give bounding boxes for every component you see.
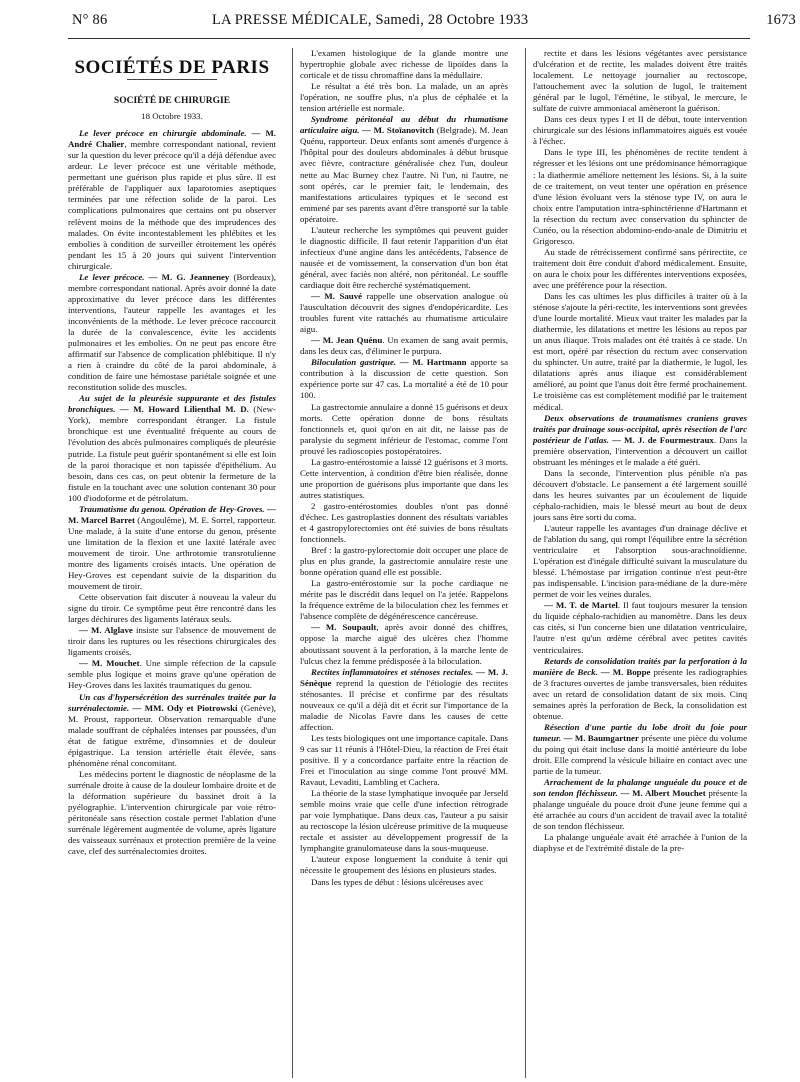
- communication-title: Biloculation gastrique. —: [311, 357, 413, 368]
- paragraph-text: L'examen histologique de la glande montre une hypertrophie globale avec richesse de lipoïdes dans la corticale et de tissu chromaffine dans la médullaire.: [300, 48, 508, 81]
- paragraph: [533, 523, 747, 600]
- paragraph-text: La phalange unguéale avait été arrachée à l'union de la diaphyse et de l'extrémité distale de la pre-: [533, 832, 747, 854]
- communication-title: Un cas d'hypersécrétion des surrénales traitée par la surrénalectomie. —: [68, 691, 276, 713]
- author-name: — M. Alglave: [79, 625, 133, 636]
- paragraph-text: rappelle une observation analogue où l'auscultation découvrit des signes d'endopéricardite. Les troubles furent vite rattachés au rhumatisme articulaire aigu.: [300, 291, 508, 335]
- author-name: M. Baumgartner: [574, 732, 639, 743]
- paragraph: [300, 291, 508, 335]
- paragraph-text: présente une pièce du volume du poing qui était incluse dans la moitié antérieure du lobe droit. Elle comprend la vésicule biliaire en contact avec une partie de la tumeur.: [533, 732, 747, 777]
- paragraph-text: La gastro-entérostomie a laissé 12 guérisons et 3 morts. Cette intervention, à condition d'être bien réalisée, donne une proportion de guérisons plus importante que dans les autres statistiques.: [300, 456, 508, 500]
- paragraph: [533, 147, 747, 246]
- author-name: M. Stoïanovitch: [373, 125, 435, 136]
- paragraph: [533, 291, 747, 413]
- author-name: MM. Ody et Piotrowski: [144, 702, 238, 713]
- session-date: 18 Octobre 1933.: [141, 111, 203, 122]
- author-name: M. André Chalier: [68, 128, 276, 150]
- paragraph-text: L'auteur expose longuement la conduite à tenir qui nécessite le groupement des lésions en plusieurs stades.: [300, 854, 508, 876]
- paragraph: [300, 457, 508, 501]
- paragraph-text: L'auteur recherche les symptômes qui peuvent guider le diagnostic difficile. Il faut retenir l'apparition d'un état infectieux d'une angine dans les antécédents, l'absence de nausée et de vomissement, la conservation d'un bon état général, avec faciès non altéré, non péritonéal. Le souffle cardiaque doit être recherché systématiquement.: [300, 224, 508, 290]
- journal-title: LA PRESSE MÉDICALE, Samedi, 28 Octobre 1933: [212, 12, 529, 28]
- author-name: M. J. Sénèque: [300, 666, 508, 688]
- paragraph: [300, 225, 508, 291]
- paragraph: [300, 402, 508, 457]
- running-header: [48, 12, 796, 34]
- communication-title: Retards de consolidation traités par la perforation à la manière de Beck. —: [533, 655, 747, 677]
- paragraph-text: (Angoulême), M. E. Sorrel, rapporteur. Une malade, à la suite d'une entorse du genou, présente une limitation de la flexion et une laxité latérale avec mouvement de tiroir. Une arthrotomie transrotulienne montre des ligaments croisés intacts. Une opération de Hey-Groves est cependant suivie de la disparition du mouvement de tiroir.: [68, 514, 276, 592]
- author-name: — M. Sauvé: [311, 291, 363, 302]
- paragraph-text: , après avoir donné des chiffres, oppose la marche aiguë des ulcères chez l'homme aboutissant souvent à la perforation, à la marche lente de l'ulcus chez la femme prédisposée à la biloculation.: [300, 622, 508, 666]
- paragraph-text: . Il faut toujours mesurer la tension du liquide céphalo-rachidien au manomètre. Dans les deux cas cités, si l'un concerne bien une dilatation ventriculaire, l'autre n'est qu'un œdème cérébral avec petites cavités ventriculaires.: [533, 600, 747, 655]
- column-1: [68, 56, 276, 857]
- paragraph: [533, 777, 747, 832]
- column-1-body: [68, 128, 276, 857]
- paragraph-text: . Dans la première observation, l'intervention a découvert un caillot obstruant les méninges et le malade a été guéri.: [533, 434, 747, 467]
- paragraph: [300, 48, 508, 81]
- paragraph-text: Dans le type III, les phénomènes de rectite tendent à régresser et les lésions ont une prédominance hémorragique : la diathermie améliore nettement les lésions. Si, à la suite de ce traitement, on veut tenter une opération en présence d'une lésion évoluant vers la sténose type IV, on aura le choix entre l'amputation intra-sphinctérienne d'Hartmann et la résection du rectum avec conservation du sphincter de Cunéo, ou la résection abdomino-endo-anale de Dimitriu et Grigoresco.: [533, 147, 747, 246]
- paragraph: [68, 658, 276, 691]
- paragraph-text: La gastro-entérostomie sur la poche cardiaque ne mérite pas le discrédit dans lequel on l'a jetée. Rappelons la fréquence extrême de la biloculation chez les femmes et l'absence complète de dégénérescence cancéreuse.: [300, 578, 508, 622]
- author-name: M. Albert Mouchet: [632, 788, 706, 799]
- communication-title: Au sujet de la pleurésie suppurante et des fistules bronchiques. —: [68, 393, 276, 415]
- column-2-body: [300, 48, 508, 888]
- paragraph-text: présente la phalange unguéale du pouce droit d'une jeune femme qui a été arrachée au cours d'un accident de travail avec la totalité de son tendon fléchisseur.: [533, 788, 747, 832]
- paragraph: [300, 114, 508, 224]
- paragraph-text: rectite et dans les lésions végétantes avec persistance d'ulcération et de rectite, les malades doivent être traités localement. Le nettoyage journalier au rectoscope, l'attouchement avec la solution de lugol, le traitement général par le lugol, l'émétine, le stibyal, le mercure, le sulfate de cuivre ammoniacal amèneront la guérison.: [533, 48, 747, 114]
- paragraph-text: (Belgrade). M. Jean Quénu, rapporteur. Deux enfants sont amenés d'urgence à l'hôpital pour des douleurs abdominales à début brusque avec fièvre, contracture généralisée chez l'un, douleur nette au Mac Burney chez l'autre. Ni l'un, ni l'autre, ne sont opérés, car le premier fait, le lendemain, des manifestations articulaires typiques et le second est emmené par ses parents avant d'être transporté sur la table opératoire.: [300, 125, 508, 224]
- paragraph: [533, 656, 747, 722]
- paragraph: [300, 667, 508, 733]
- author-name: — M. Soupault: [311, 622, 377, 633]
- paragraph-text: Les tests biologiques ont une importance capitale. Dans 9 cas sur 11 réunis à l'Hôtel-Dieu, la réaction de Frei était positive. Il y a concordance parfaite entre la réaction de Frei et l'inoculation au singe comme l'ont prouvé MM. Ravaut, Levaditi, Lambling et Cachera.: [300, 732, 508, 788]
- column-3: [533, 48, 747, 854]
- author-name: — M. Mouchet: [79, 658, 140, 669]
- communication-title: Rectites inflammatoires et sténoses rectales. —: [311, 666, 488, 677]
- paragraph-text: Cette observation fait discuter à nouveau la valeur du signe du tiroir. Ce symptôme peut être rencontré dans les larges déchirures des ligaments latéraux seuls.: [68, 592, 276, 625]
- paragraph-text: Dans les types de début : lésions ulcéreuses avec: [311, 876, 484, 887]
- paragraph-text: Dans ces deux types I et II de début, toute intervention chirurgicale sur des lésions inflammatoires aiguës est vouée à l'échec.: [533, 114, 747, 147]
- paragraph: [533, 832, 747, 854]
- author-name: M. Boppe: [612, 666, 651, 677]
- paragraph-text: La théorie de la stase lymphatique invoquée par Jerseld semble moins vraie que celle d'une infection rétrograde par voie lymphatique. Dans deux cas, l'auteur a pu saisir au rectoscope la lésion ulcéreuse primitive de la muqueuse rectale et assister au développement progressif de la lymphangite granulomateuse dans la sous-muqueuse.: [300, 788, 508, 854]
- author-name: — M. Jean Quénu: [311, 335, 383, 346]
- paragraph-text: Dans la seconde, l'intervention plus pénible n'a pas découvert d'obstacle. Le pansement a été largement souillé dans les heures suivantes par un écoulement de liquide céphalo-rachidien, mais le blessé meurt au bout de deux jours sans être sorti du coma.: [533, 467, 747, 522]
- paragraph-text: 2 gastro-entérostomies doubles n'ont pas donné d'échec. Les gastroplasties donnent des résultats variables et 4 gastropylorectomies ont été suivies de bons résultats fonctionnels.: [300, 500, 508, 545]
- paragraph: [68, 592, 276, 625]
- paragraph-text: (Genève), M. Proust, rapporteur. Observation remarquable d'une malade souffrant de céphalées intenses par poussées, d'un état de fatigue extrême, d'insomnies et de douleur épigastrique. La tension artérielle était élevée, sans phénomène rénal concomitant.: [68, 702, 276, 768]
- communication-title: Arrachement de la phalange unguéale du pouce et de son tendon fléchisseur. —: [533, 777, 747, 799]
- paragraph-text: insiste sur l'absence de mouvement de tiroir dans les ruptures ou les résections chirurgicales des ligaments croisés.: [68, 625, 276, 658]
- paragraph: [533, 413, 747, 468]
- paragraph: [533, 722, 747, 777]
- society-title: SOCIÉTÉ DE CHIRURGIE: [113, 96, 231, 107]
- paragraph-text: (Bordeaux), membre correspondant national. Après avoir donné la date approximative du lever précoce dans les différentes interventions, l'auteur rappelle les avantages et les inconvénients de la méthode. Le lever précoce raccourcit la durée de la convalescence, évite les accidents pulmonaires et les embolies. On ne peut pas encore être affirmatif sur l'absence de complication phlébitique. Il n'y a rien à craindre du côté de la paroi abdominale, à condition de faire une hémostase pariétale soignée et une reconstitution solide des muscles.: [68, 271, 276, 393]
- paragraph: [68, 272, 276, 394]
- paragraph: [300, 622, 508, 666]
- paragraph-text: Au stade de rétrécissement confirmé sans périrectite, ce traitement doit être conduit d'abord médicalement. Ensuite, on aura le choix pour les différentes interventions exposées, avec une préférence pour la résection.: [533, 246, 747, 290]
- paragraph: [300, 578, 508, 622]
- paragraph: [300, 545, 508, 578]
- paragraph-text: L'auteur rappelle les avantages d'un drainage déclive et de l'ablation du sang, qui rompt l'équilibre entre la sécrétion ventriculaire et l'absorption sous-arachnoïdienne. L'opération est d'inégale difficulté suivant la musculature du blessé. L'hémostase par irrigation continue n'est peut-être pas indispensable. L'incision para-médiane de la dure-mère permet de voir les veines durales.: [533, 523, 747, 600]
- paragraph-text: Les médecins portent le diagnostic de néoplasme de la surrénale droite à cause de la douleur lombaire droite et de la déformation supérieure du bassinet droit à la pyélographie. L'intervention chirurgicale par voie rétro-péritonéale sans résection costale permet l'ablation d'une surrénale légèrement augmentée de volume, après ligature des vaisseaux surrénaux et protection première de la veine cave, clef des surrénalectomies droites.: [68, 768, 276, 857]
- issue-number: N° 86: [72, 12, 108, 28]
- column-2: [300, 48, 508, 888]
- paragraph: [533, 48, 747, 114]
- paragraph-text: Le résultat a été très bon. La malade, un an après l'opération, ne souffre plus, n'a plus de céphalée et la tension artérielle est normale.: [300, 81, 508, 114]
- paragraph-text: Bref : la gastro-pylorectomie doit occuper une place de plus en plus grande, la gastrectomie annulaire reste une bonne opération quand elle est possible.: [300, 545, 508, 578]
- communication-title: Traumatisme du genou. Opération de Hey-Groves. —: [79, 503, 276, 514]
- paragraph: [300, 877, 508, 888]
- paragraph: [300, 81, 508, 114]
- author-name: M. J. de Fourmestraux: [624, 434, 714, 445]
- paragraph-text: reprend la question de l'étiologie des rectites sténosantes. Il précise et confirme par des résultats nouveaux ce qu'il a déjà dit et écrit sur l'importance de la maladie de Nicolas Favre dans les causes de cette affection.: [300, 677, 508, 732]
- paragraph: [300, 501, 508, 545]
- section-title: SOCIÉTÉS DE PARIS: [74, 57, 270, 78]
- paragraph: [533, 114, 747, 147]
- communication-title: Le lever précoce. —: [79, 271, 162, 282]
- paragraph: [68, 128, 276, 272]
- page-number: 1673: [766, 12, 796, 28]
- communication-title: Résection d'une partie du lobe droit du foie pour tumeur. —: [533, 721, 747, 743]
- header-rule: [68, 38, 750, 39]
- paragraph: [68, 625, 276, 658]
- paragraph: [300, 357, 508, 401]
- paragraph-text: . Une simple réfection de la capsule semble plus logique et moins grave qu'une opération de Hey-Groves dans les laxités traumatiques du genou.: [68, 658, 276, 691]
- paragraph-text: présente les radiographies de 3 fractures ouvertes de jambe transversales, bien réduites avec un retard de consolidation datant de six mois. Cinq semaines après la perforation de Beck, la consolidation est obtenue.: [533, 666, 747, 721]
- paragraph: [68, 692, 276, 769]
- paragraph: [533, 247, 747, 291]
- communication-title: Syndrome péritonéal au début du rhumatisme articulaire aigu. —: [300, 114, 508, 136]
- paragraph: [300, 854, 508, 876]
- paragraph-text: apporte sa contribution à la discussion de cette question. Son expérience porte sur 47 cas. La mortalité a été de 10 pour 100.: [300, 357, 508, 401]
- paragraph: [68, 393, 276, 503]
- paragraph-text: La gastrectomie annulaire a donné 15 guérisons et deux morts. Cette opération donne de bons résultats fonctionnels et, quoi qu'on en ait dit, ne laisse pas de paralysie du segment inférieur de l'estomac, comme l'ont prouvé les radioscopies postopératoires.: [300, 401, 508, 456]
- section-rule: [127, 79, 217, 80]
- communication-title: Le lever précoce en chirurgie abdominale. —: [79, 128, 266, 139]
- author-name: M. Marcel Barret: [68, 514, 135, 525]
- paragraph-text: . Un examen de sang avait permis, dans les deux cas, d'éliminer le purpura.: [300, 335, 508, 357]
- column-3-body: [533, 48, 747, 854]
- paragraph-text: (New-York), membre correspondant étranger. La fistule bronchique est une éventualité fréquente au cours de l'évolution des abcès pulmonaires compliqués de pleurésie putride. La fistule peut guérir spontanément si elle est loin de la paroi thoracique et non tapissée d'épithélium. Au besoin, dans ces cas, on peut obtenir la fermeture de la fistule en la touchant avec une solution contenant 30 pour 100 d'iodoforme et de pétrolatum.: [68, 404, 276, 503]
- paragraph: [68, 504, 276, 592]
- author-name: M. G. Jeanneney: [161, 271, 230, 282]
- communication-title: Deux observations de traumatismes craniens graves traités par drainage sous-occipital, après résection de l'arc postérieur de l'atlas. —: [533, 412, 747, 445]
- paragraph-text: , membre correspondant national, revient sur la question du lever précoce qu'il a déjà défendue avec ardeur. Le lever précoce est une véritable méthode, permettant une guérison plus rapide et plus sûre. Il est préférable de l'appliquer aux laparotomies aseptiques terminées par une réfection solide de la paroi. Les complications pulmonaires que certains ont pu observer relèvent moins de la méthode que des imprudences des malades. On évite incontestablement les phlébites et les embolies à condition de surveiller étroitement les opérés pendant les 15 à 20 jours qui suivent l'intervention chirurgicale.: [68, 139, 276, 271]
- paragraph: [533, 600, 747, 655]
- paragraph: [300, 733, 508, 788]
- column-divider: [525, 48, 526, 1078]
- column-divider: [292, 48, 293, 1078]
- paragraph: [68, 769, 276, 857]
- paragraph: [300, 335, 508, 357]
- author-name: M. Howard Lilienthal M. D.: [133, 404, 249, 415]
- paragraph: [300, 788, 508, 854]
- paragraph-text: Dans les cas ultimes les plus difficiles à traiter où à la sténose s'ajoute la péri-rectite, les interventions sont grevées d'une lourde mortalité. Mieux vaut traiter les malades par la diathermie, les dilatations et mettre les lésions au repos par un anus iliaque. Trois malades ont été traités à ce stade. Un est mort, opéré par résection du rectum avec conservation du sphincter. Un autre, traité par la diathermie, le lugol, les dilatations après anus iliaque est considérablement amélioré, au point que l'anus doit être fermé prochainement. Le troisième cas est complètement modifié par le traitement médical.: [533, 291, 747, 412]
- author-name: — M. T. de Martel: [544, 600, 618, 611]
- paragraph: [533, 468, 747, 523]
- author-name: M. Hartmann: [412, 357, 467, 368]
